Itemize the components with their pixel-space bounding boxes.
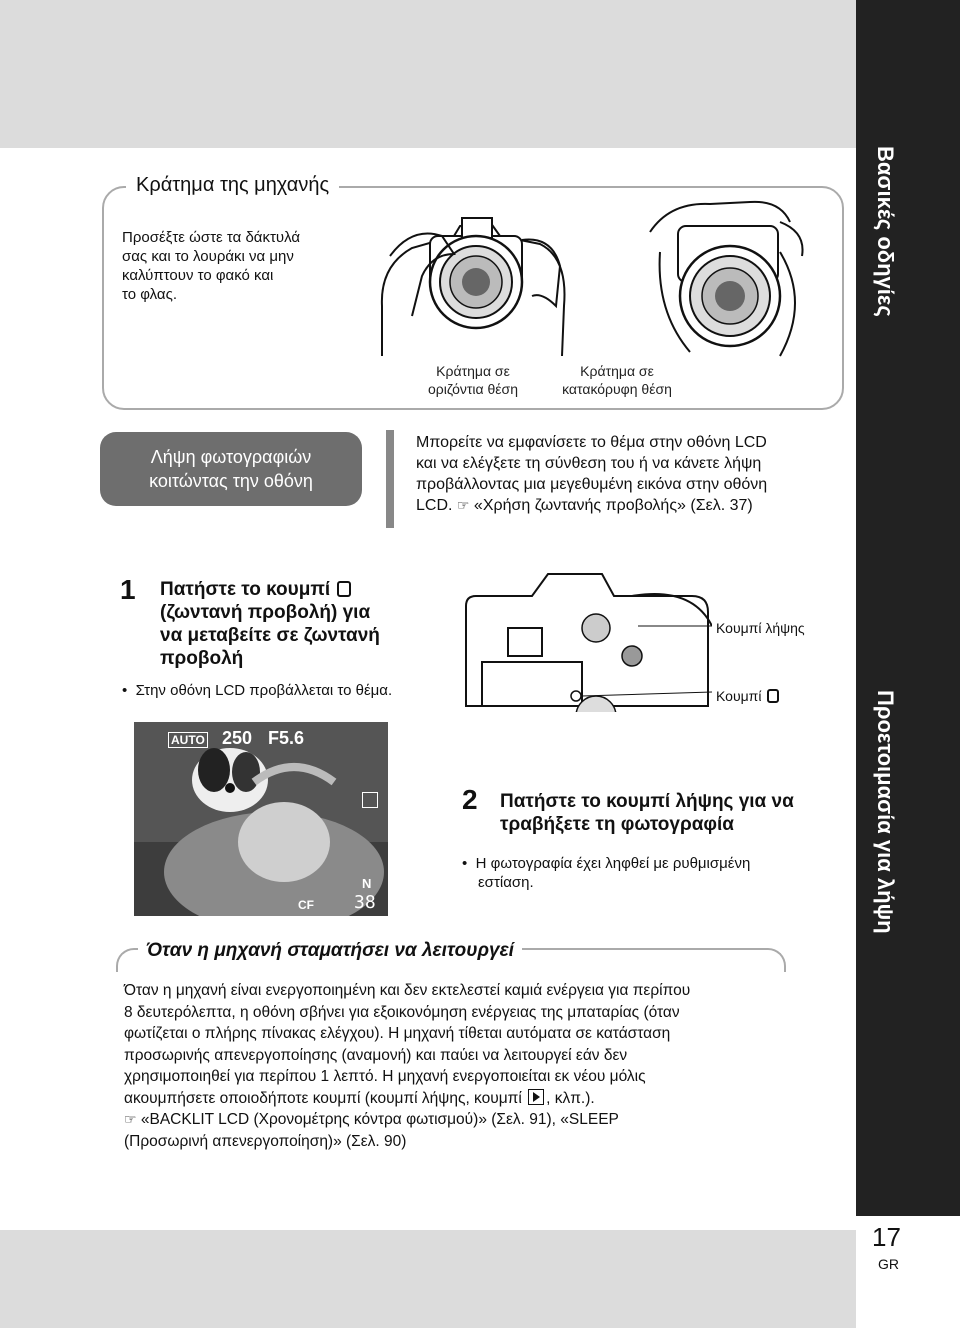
section-rule — [386, 430, 394, 528]
lcd-count: 38 — [354, 892, 376, 913]
live-view-button-icon — [767, 689, 779, 703]
liveview-heading: Λήψη φωτογραφιών κοιτώντας την οθόνη — [100, 432, 362, 506]
reference-icon: ☞ — [456, 497, 470, 513]
sleep-reference-link[interactable]: «BACKLIT LCD (Χρονομέτρης κόντρα φωτισμού)» (Σελ. 91), «SLEEP — [140, 1111, 619, 1128]
page-language: GR — [878, 1256, 899, 1272]
step-2-bullet: • Η φωτογραφία έχει ληφθεί με ρυθμισμένη εστίαση. — [462, 855, 751, 891]
live-view-button-icon — [337, 581, 351, 597]
step-1-text: Πατήστε το κουμπί (ζωντανή προβολή) για να μεταβείτε σε ζωντανή προβολή — [160, 579, 380, 669]
lcd-shutter: 250 — [222, 728, 253, 748]
step-2-number: 2 — [462, 784, 478, 815]
step-1-bullet: • Στην οθόνη LCD προβάλλεται το θέμα. — [122, 682, 393, 699]
step-1-number: 1 — [120, 574, 136, 605]
caption-vertical: Κράτημα σε κατακόρυφη θέση — [562, 363, 672, 397]
page-number: 17 — [872, 1222, 901, 1252]
caption-horizontal: Κράτημα σε οριζόντια θέση — [428, 363, 518, 397]
sleep-title: Όταν η μηχανή σταματήσει να λειτουργεί — [138, 940, 522, 962]
lcd-preview-photo — [134, 722, 388, 916]
vertical-grip-illustration — [630, 192, 820, 358]
side-tab-preparation[interactable]: Προετοιμασία για λήψη — [873, 690, 898, 934]
bullet-dot: • — [462, 855, 468, 872]
header-band — [0, 0, 856, 148]
step-2-text: Πατήστε το κουμπί λήψης για να τραβήξετε τη φωτογραφία — [500, 791, 794, 835]
holding-text: Προσέξτε ώστε τα δάκτυλά σας και το λουράκι να μην καλύπτουν το φακό και το φλας. — [122, 229, 301, 303]
lcd-aperture: F5.6 — [268, 728, 305, 748]
metering-icon — [362, 792, 378, 808]
play-button-icon — [528, 1089, 544, 1105]
horizontal-grip-illustration — [372, 196, 572, 358]
camera-back-illustration — [462, 566, 712, 712]
lcd-card: CF — [298, 898, 314, 912]
holding-title: Κράτημα της μηχανής — [126, 174, 339, 197]
sleep-text: Όταν η μηχανή είναι ενεργοποιημένη και δεν εκτελεστεί καμιά ενέργεια για περίπου 8 δευτερόλεπτα, η οθόνη σβήνει για εξοικονόμηση ενέργειας της μπαταρίας (όταν φωτίζεται ο πλήρης πίνακας ελέγχου). Η μηχανή τίθεται αυτόματα σε κατάσταση προσωρινής απενεργοποίησης (αναμονή) και παύει να λειτουργεί εάν δεν χρησιμοποιηθεί για περίπου 1 λεπτό. Η μηχανή ενεργοποιείται εκ νέου μόλις ακουμπήσετε οποιοδήποτε κουμπί (κουμπί λήψης, κουμπί , κλπ.). ☞ «BACKLIT LCD (Χρονομέτρης κόντρα φωτισμού)» (Σελ. 91), «SLEEP (Προσωρινή απενεργοποίηση)» (Σελ. 90) — [124, 982, 691, 1150]
child-with-puppy-image — [134, 722, 388, 916]
lcd-mode: AUTO — [168, 732, 208, 748]
liveview-reference-link[interactable]: «Χρήση ζωντανής προβολής» (Σελ. 37) — [473, 497, 753, 514]
reference-icon: ☞ — [124, 1111, 137, 1127]
footer-band — [0, 1230, 856, 1328]
label-shutter-button: Κουμπί λήψης — [716, 620, 805, 636]
liveview-intro: Μπορείτε να εμφανίσετε το θέμα στην οθόνη LCD και να ελέγξετε τη σύνθεση του ή να κάνετε λήψη προβάλλοντας μια μεγεθυμένη εικόνα στην οθόνη LCD. ☞ «Χρήση ζωντανής προβολής» (Σελ. 37) — [416, 434, 768, 514]
label-live-view-button: Κουμπί — [716, 688, 781, 704]
side-tab-basic-guide[interactable]: Βασικές οδηγίες — [873, 146, 898, 317]
bullet-dot: • — [122, 682, 128, 699]
lcd-quality: N — [362, 876, 372, 891]
